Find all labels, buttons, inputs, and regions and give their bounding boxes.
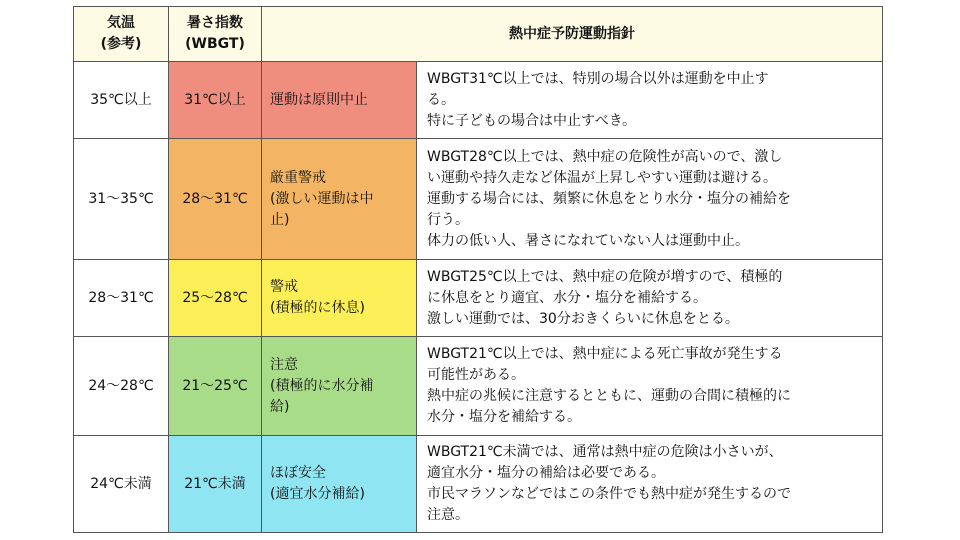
guideline-text: 水分・塩分を補給する。 (427, 409, 581, 425)
table-row (74, 260, 883, 337)
header-guideline: 熱中症予防運動指針 (262, 7, 883, 62)
guideline-cell (417, 260, 883, 337)
table-row (74, 436, 883, 533)
guideline-text: い運動や持久走など体温が上昇しやすい運動は避ける。 (427, 169, 777, 186)
guideline-text: 市民マラソンなどではこの条件でも熱中症が発生するので (427, 486, 791, 502)
guideline-text: 激しい運動では、30分おきくらいに休息をとる。 (427, 310, 739, 327)
table-row (74, 62, 883, 139)
warning-level-text: 注意 (270, 356, 298, 373)
guideline-text: WBGT21℃以上では、熱中症による死亡事故が発生する (427, 346, 783, 362)
table-row (74, 337, 883, 436)
warning-level-text: 給) (270, 398, 290, 415)
guideline-text: 注意。 (427, 507, 469, 523)
warning-level-text: 厳重警戒 (270, 169, 326, 186)
header-temperature-line2: (参考) (100, 36, 142, 52)
guideline-text: 熱中症の兆候に注意するとともに、運動の合間に積極的に (427, 388, 791, 404)
temperature-cell: 24〜28℃ (74, 337, 169, 436)
header-wbgt-line1: 暑さ指数 (187, 15, 243, 31)
warning-level-text: (積極的に水分補 (270, 377, 374, 394)
warning-level-cell (262, 337, 417, 436)
warning-level-text: 運動は原則中止 (270, 91, 368, 108)
guideline-text: WBGT25℃以上では、熱中症の危険が増すので、積極的 (427, 268, 783, 285)
guideline-text: 特に子どもの場合は中止すべき。 (427, 112, 637, 129)
warning-level-text: (適宜水分補給) (270, 486, 365, 502)
warning-level-cell (262, 139, 417, 260)
wbgt-cell: 21℃未満 (169, 436, 262, 533)
temperature-cell: 31〜35℃ (74, 139, 169, 260)
table-body (74, 62, 883, 533)
guideline-text: に休息をとり適宜、水分・塩分を補給する。 (427, 289, 707, 306)
guideline-text: WBGT28℃以上では、熱中症の危険性が高いので、激し (427, 148, 783, 165)
warning-level-cell (262, 260, 417, 337)
header-wbgt (169, 7, 262, 62)
guideline-text: 運動する場合には、頻繁に休息をとり水分・塩分の補給を (427, 190, 791, 207)
wbgt-cell: 25〜28℃ (169, 260, 262, 337)
guideline-text: WBGT31℃以上では、特別の場合以外は運動を中止す (427, 70, 769, 87)
guideline-text: 体力の低い人、暑さになれていない人は運動中止。 (427, 232, 749, 249)
guideline-text: 適宜水分・塩分の補給は必要である。 (427, 465, 665, 481)
wbgt-cell: 31℃以上 (169, 62, 262, 139)
guideline-cell (417, 337, 883, 436)
header-row (74, 7, 883, 62)
wbgt-cell: 28〜31℃ (169, 139, 262, 260)
guideline-cell (417, 62, 883, 139)
guideline-cell (417, 436, 883, 533)
warning-level-text: 止) (270, 211, 290, 228)
warning-level-cell (262, 62, 417, 139)
table-row (74, 139, 883, 260)
guideline-text: 行う。 (427, 211, 469, 228)
warning-level-text: (積極的に休息) (270, 300, 365, 316)
temperature-cell: 24℃未満 (74, 436, 169, 533)
guideline-cell (417, 139, 883, 260)
header-wbgt-line2: (WBGT) (185, 36, 245, 52)
warning-level-text: (激しい運動は中 (270, 190, 374, 207)
heat-guideline-table (73, 6, 883, 533)
guideline-text: 可能性がある。 (427, 367, 525, 383)
temperature-cell: 35℃以上 (74, 62, 169, 139)
guideline-text: る。 (427, 91, 455, 108)
wbgt-cell: 21〜25℃ (169, 337, 262, 436)
header-temperature (74, 7, 169, 62)
temperature-cell: 28〜31℃ (74, 260, 169, 337)
guideline-text: WBGT21℃未満では、通常は熱中症の危険は小さいが、 (427, 444, 783, 460)
warning-level-text: 警戒 (270, 279, 298, 295)
header-temperature-line1: 気温 (107, 15, 135, 31)
warning-level-text: ほぼ安全 (270, 465, 326, 481)
warning-level-cell (262, 436, 417, 533)
